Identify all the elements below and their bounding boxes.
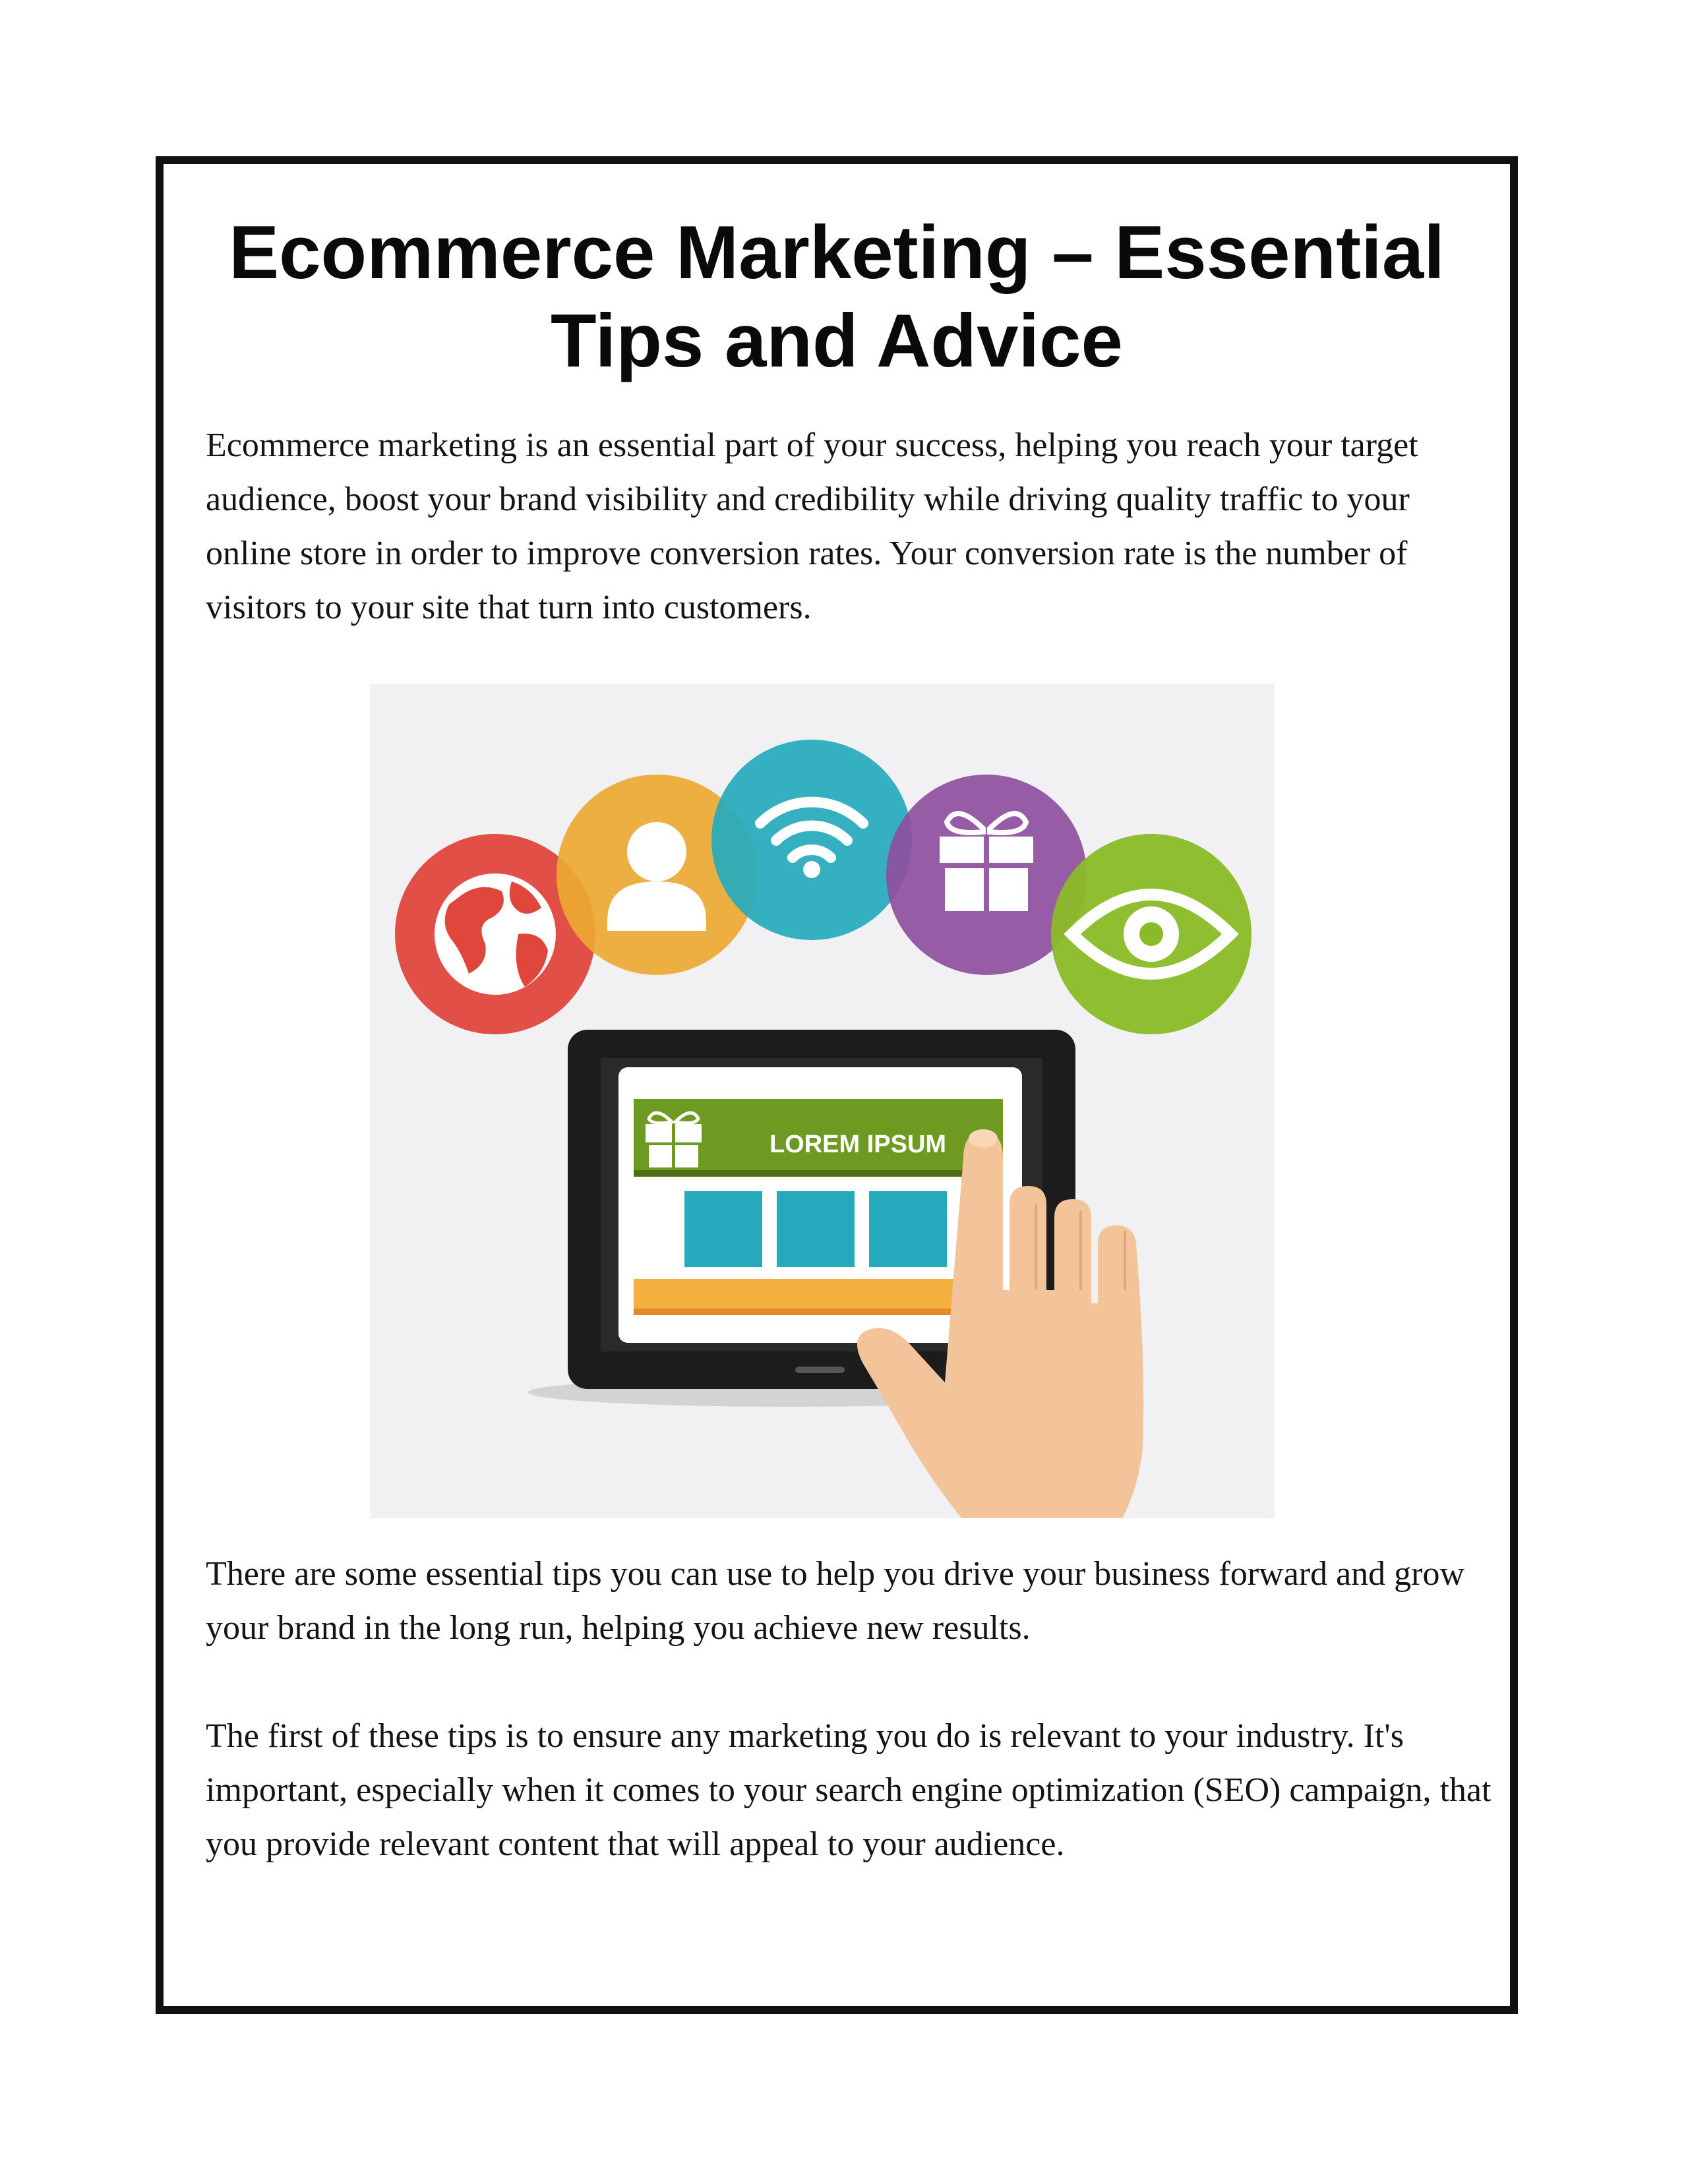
document-frame [156, 156, 1518, 2014]
tablet-banner-text: LOREM IPSUM [769, 1131, 947, 1158]
page-title: Ecommerce Marketing – Essential Tips and Advice [229, 211, 1445, 383]
wifi-icon [711, 740, 912, 940]
intro-paragraph: Ecommerce marketing is an essential part of your success, helping you reach your target audience, boost your brand visibility and credibility while driving quality traffic to your online store in order to improve conversion rates. Your conversion rate is the number of visitors to your site that turn into customers. [206, 427, 1418, 626]
first-tip-paragraph: The first of these tips is to ensure any marketing you do is relevant to your industry. It's important, especially when it comes to your search engine optimization (SEO) campaign, that you provide relevant content that will appeal to your audience. [206, 1717, 1492, 1863]
ecommerce-illustration [370, 684, 1275, 1518]
eye-icon [1051, 834, 1251, 1034]
tips-intro-paragraph: There are some essential tips you can use to help you drive your business forward and grow your brand in the long run, helping you achieve new results. [206, 1555, 1465, 1647]
